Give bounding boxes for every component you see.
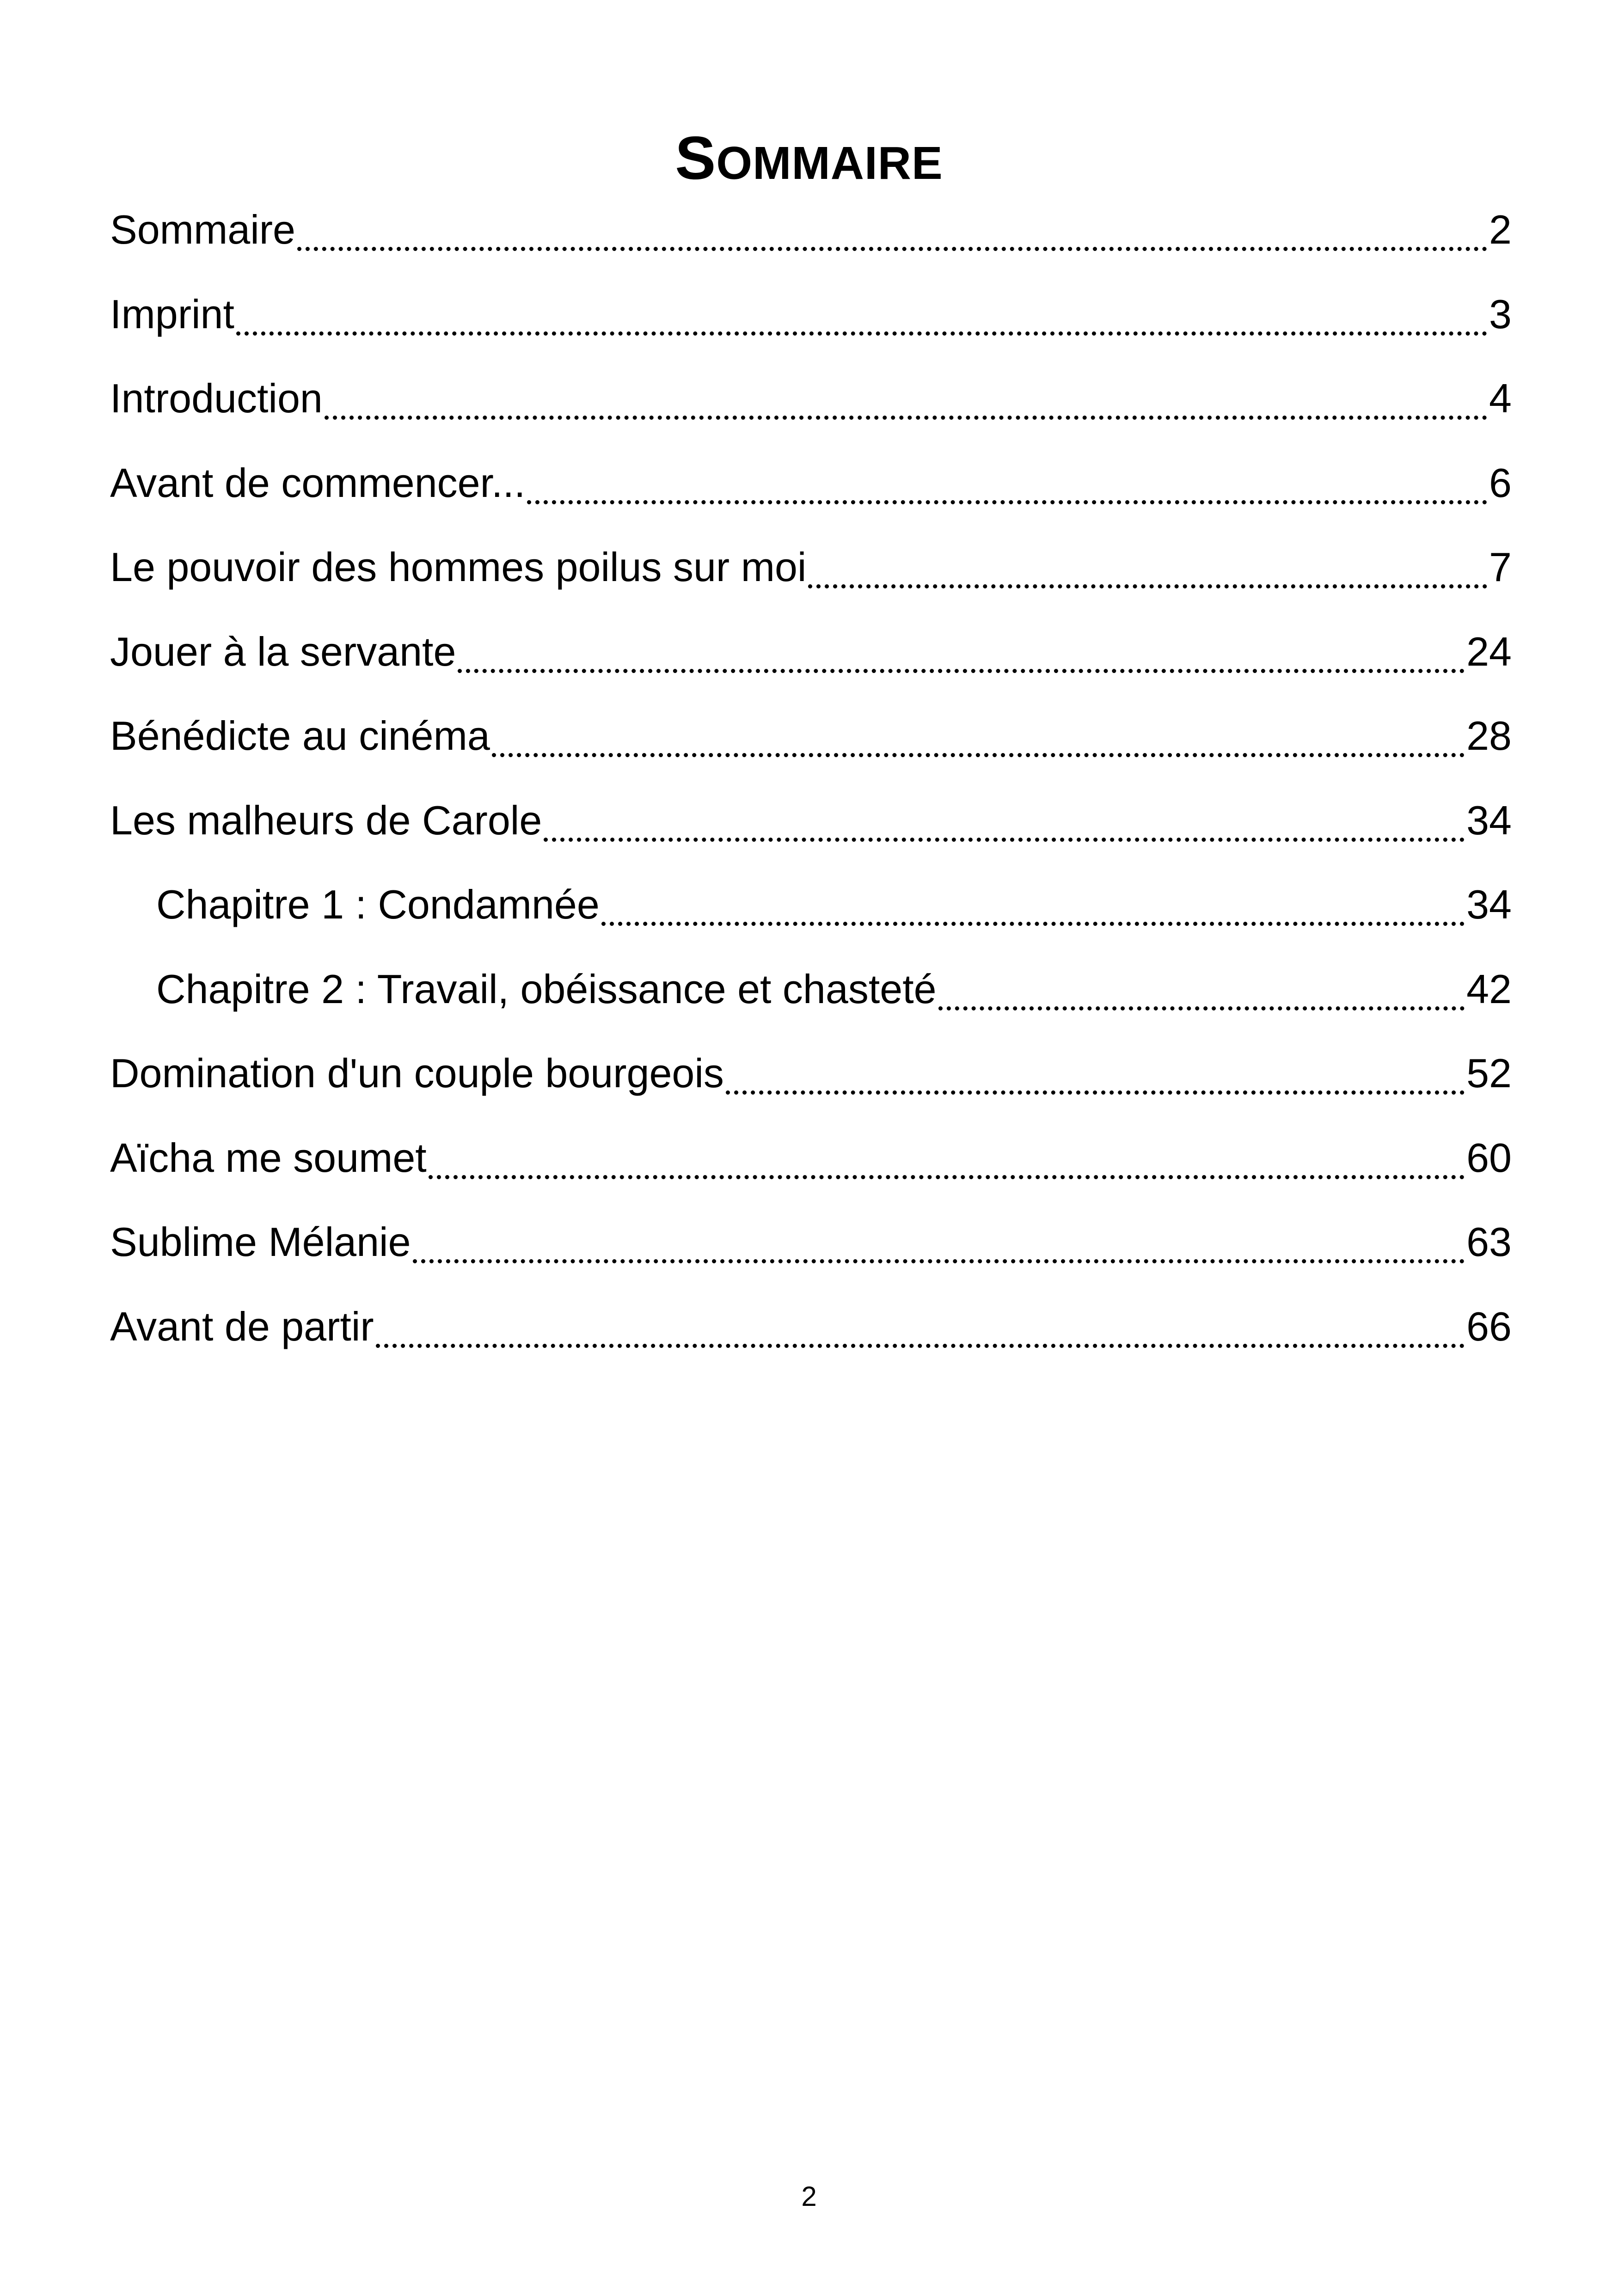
toc-entry-label: Bénédicte au cinéma [110,713,490,759]
toc-entry[interactable] [110,622,1512,706]
toc-subentry[interactable] [110,875,1512,959]
toc-entry-page: 3 [1489,291,1512,337]
toc-entry-label: Jouer à la servante [110,628,456,674]
toc-entry-page: 4 [1489,375,1512,421]
toc-dot-leader [726,1043,1465,1128]
toc-entry[interactable] [110,368,1512,453]
toc-entry-page: 28 [1466,713,1512,759]
toc-entry-label: Avant de commencer... [110,459,526,506]
toc-entry-page: 66 [1466,1303,1512,1349]
toc-entry-label: Le pouvoir des hommes poilus sur moi [110,544,807,590]
toc-entry[interactable] [110,706,1512,790]
toc-entry[interactable] [110,537,1512,622]
toc-dot-leader [938,959,1465,1044]
toc-entry-label: Imprint [110,291,234,337]
toc-dot-leader [325,368,1487,453]
toc-dot-leader [808,537,1487,622]
toc-dot-leader [413,1212,1465,1297]
toc-entry-label: Sommaire [110,207,295,252]
toc-subentry[interactable] [110,959,1512,1044]
toc-dot-leader [527,453,1487,538]
toc-entry-page: 60 [1466,1134,1512,1181]
page-title-rest: OMMAIRE [716,137,943,189]
toc-entry-page: 34 [1466,797,1512,843]
toc-entry-label: Chapitre 1 : Condamnée [156,882,600,927]
toc-entry[interactable] [110,1297,1512,1381]
toc-entry-page: 52 [1466,1050,1512,1096]
toc-entry-label: Domination d'un couple bourgeois [110,1050,724,1096]
toc-entry-page: 34 [1466,882,1512,927]
toc-entry-label: Sublime Mélanie [110,1219,411,1265]
toc-entry-page: 2 [1489,207,1512,252]
toc-entry[interactable] [110,453,1512,538]
toc-dot-leader [458,622,1465,706]
toc-entry-label: Introduction [110,375,323,421]
toc-entry[interactable] [110,790,1512,875]
toc-dot-leader [297,200,1487,284]
toc-entry-page: 63 [1466,1219,1512,1265]
toc-entry[interactable] [110,284,1512,369]
toc-dot-leader [601,875,1465,959]
toc-entry[interactable] [110,1128,1512,1212]
toc-entry-page: 7 [1489,544,1512,590]
toc-entry-label: Avant de partir [110,1303,374,1349]
toc-entry-page: 24 [1466,628,1512,674]
toc-entry-label: Les malheurs de Carole [110,797,542,843]
toc-entry[interactable] [110,200,1512,284]
table-of-contents [110,200,1512,1381]
toc-entry[interactable] [110,1212,1512,1297]
page-title [0,123,1618,198]
toc-entry-label: Chapitre 2 : Travail, obéissance et chasteté [156,966,937,1012]
toc-entry-page: 42 [1466,966,1512,1012]
toc-entry[interactable] [110,1043,1512,1128]
page-title-initial: S [675,123,717,192]
toc-dot-leader [544,790,1465,875]
toc-entry-label: Aïcha me soumet [110,1134,427,1181]
toc-dot-leader [492,706,1465,790]
toc-dot-leader [376,1297,1465,1381]
page-number: 2 [801,2181,817,2212]
toc-dot-leader [236,284,1487,369]
toc-entry-page: 6 [1489,459,1512,506]
toc-dot-leader [429,1128,1465,1212]
